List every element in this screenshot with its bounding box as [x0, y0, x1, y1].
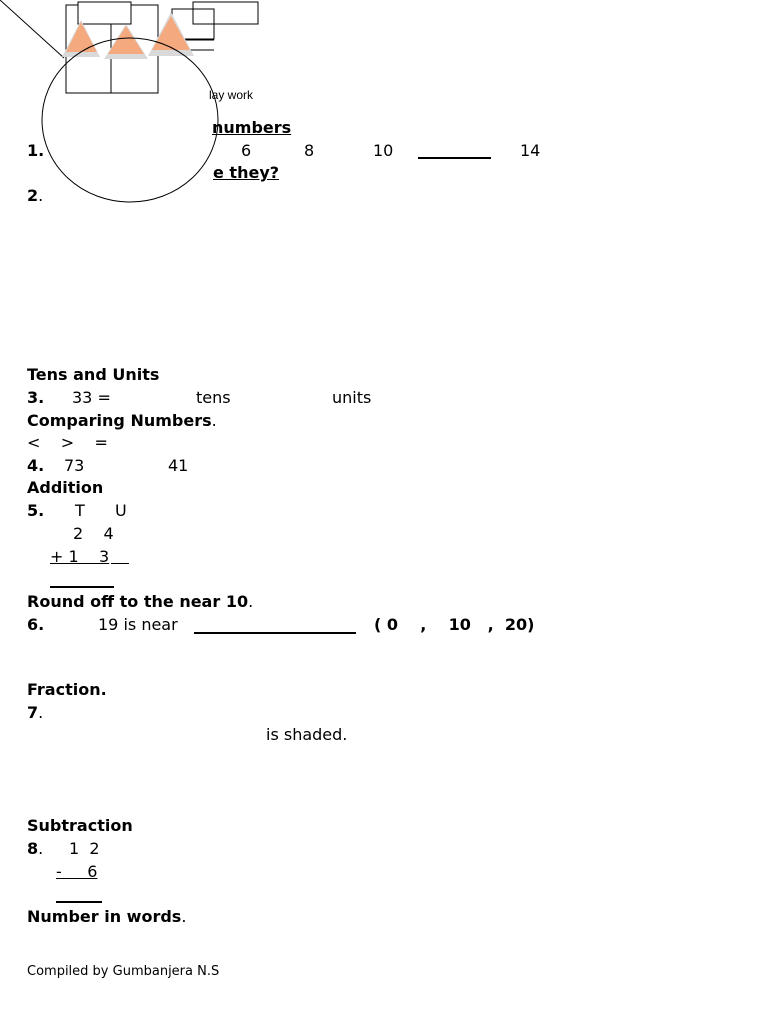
question-6-number: 6. — [27, 615, 45, 634]
q4-right-value: 41 — [168, 456, 189, 475]
circle-shape — [42, 38, 218, 202]
fraction-heading: Fraction. — [27, 680, 107, 699]
question-5-number: 5. — [27, 501, 45, 520]
q7-caption: is shaded. — [266, 725, 348, 744]
question-3-number: 3. — [27, 388, 45, 407]
q1-value: 14 — [520, 141, 541, 160]
q5-row-2-underline-extend — [111, 563, 129, 564]
box-right — [193, 2, 258, 24]
tens-units-heading: Tens and Units — [27, 365, 160, 384]
number-words-heading: Number in words — [27, 907, 182, 926]
q5-row-2: + 1 3 — [50, 547, 110, 566]
q8-num: 8 — [27, 839, 39, 858]
q4-left-value: 73 — [64, 456, 85, 475]
q7-dot: . — [38, 703, 44, 722]
heading-numbers: numbers — [212, 118, 292, 137]
comparing-dot: . — [211, 411, 217, 430]
q2-dot: . — [38, 186, 44, 205]
question-1-number: 1. — [27, 141, 45, 160]
q1-value: 8 — [304, 141, 315, 160]
q5-row-1: 2 4 — [73, 524, 114, 543]
triangle-1 — [66, 22, 97, 52]
question-4-number: 4. — [27, 456, 45, 475]
play-work-text: lay work — [209, 88, 254, 102]
rounding-dot: . — [248, 592, 254, 611]
q6-options: ( 0 , 10 , 20) — [374, 615, 535, 634]
footer-compiled-by: Compiled by Gumbanjera N.S — [27, 964, 220, 979]
question-2-number — [27, 186, 43, 206]
comparison-symbols: < > = — [27, 433, 108, 452]
comparing-heading: Comparing Numbers — [27, 411, 212, 430]
q5-col-units: U — [115, 501, 127, 520]
q8-row-1: 1 2 — [69, 839, 100, 858]
comparing-heading-line — [27, 411, 217, 431]
box-top-small — [78, 2, 131, 24]
q3-tens-label: tens — [196, 388, 231, 407]
q2-num: 2 — [27, 186, 39, 205]
q8-row-2: - 6 — [56, 862, 98, 881]
heading-what-are-they: e they? — [213, 163, 280, 182]
q1-answer-blank[interactable] — [418, 157, 491, 159]
question-8-number — [27, 839, 43, 859]
subtraction-heading: Subtraction — [27, 816, 133, 835]
number-words-heading-line — [27, 907, 186, 927]
q1-value: 10 — [373, 141, 394, 160]
q6-prompt: 19 is near — [98, 615, 178, 634]
q3-units-label: units — [332, 388, 372, 407]
q6-answer-blank[interactable] — [194, 632, 356, 634]
number-words-dot: . — [181, 907, 187, 926]
q7-num: 7 — [27, 703, 39, 722]
q8-answer-line[interactable] — [56, 901, 102, 903]
rounding-heading-line — [27, 592, 253, 612]
triangle-2 — [108, 26, 144, 54]
q5-answer-line[interactable] — [50, 586, 114, 588]
diagonal-line — [0, 0, 64, 58]
rounding-heading: Round off to the near 10 — [27, 592, 249, 611]
addition-heading: Addition — [27, 478, 104, 497]
q5-col-tens: T — [75, 501, 85, 520]
q3-expression: 33 = — [72, 388, 111, 407]
header-drawing — [0, 0, 768, 260]
q8-dot: . — [38, 839, 44, 858]
q1-value: 6 — [241, 141, 252, 160]
question-7-number — [27, 703, 43, 723]
